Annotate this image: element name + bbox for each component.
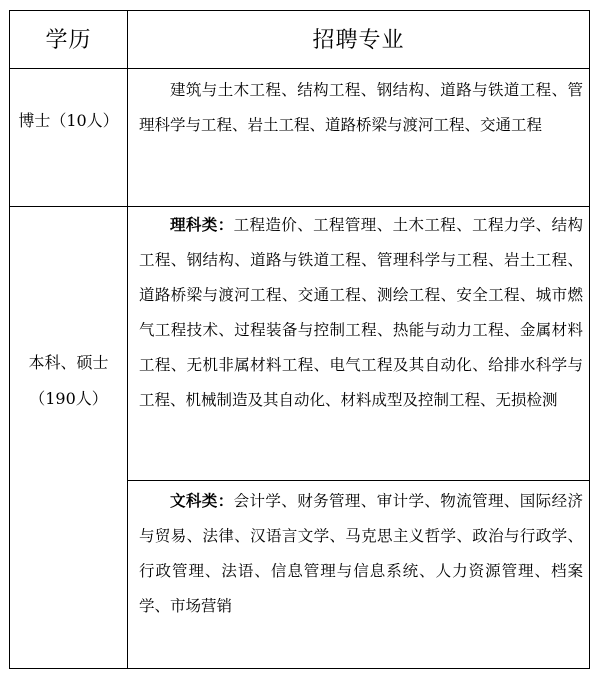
majors-science xyxy=(139,207,583,418)
education-count: （190人） xyxy=(29,389,108,408)
column-divider xyxy=(127,11,128,668)
education-doctor: 博士（10人） xyxy=(18,111,119,130)
arts-majors-text: 会计学、财务管理、审计学、物流管理、国际经济与贸易、法律、汉语言文学、马克思主义哲学、政治与行政学、行政管理、法语、信息管理与信息系统、人力资源管理、档案学、市场营销 xyxy=(139,492,583,615)
majors-doctor: 建筑与土木工程、结构工程、钢结构、道路与铁道工程、管理科学与工程、岩土工程、道路桥梁与渡河工程、交通工程 xyxy=(139,81,583,134)
science-majors-text: 工程造价、工程管理、土木工程、工程力学、结构工程、钢结构、道路与铁道工程、管理科学与工程、岩土工程、道路桥梁与渡河工程、交通工程、测绘工程、安全工程、城市燃气工程技术、过程装备与控制工程、热能与动力工程、金属材料工程、无机非属材料工程、电气工程及其自动化、给排水科学与工程、机械制造及其自动化、材料成型及控制工程、无损检测 xyxy=(139,216,583,409)
row-divider xyxy=(10,68,589,69)
education-label: 本科、硕士 xyxy=(28,353,109,372)
recruitment-table xyxy=(9,10,590,669)
science-category-label: 理科类： xyxy=(170,215,234,234)
education-bachelor-master xyxy=(10,345,127,417)
header-major: 招聘专业 xyxy=(312,28,405,53)
header-education: 学历 xyxy=(45,28,92,53)
arts-category-label: 文科类： xyxy=(170,491,234,510)
row-divider xyxy=(128,480,589,481)
majors-arts xyxy=(139,483,583,624)
